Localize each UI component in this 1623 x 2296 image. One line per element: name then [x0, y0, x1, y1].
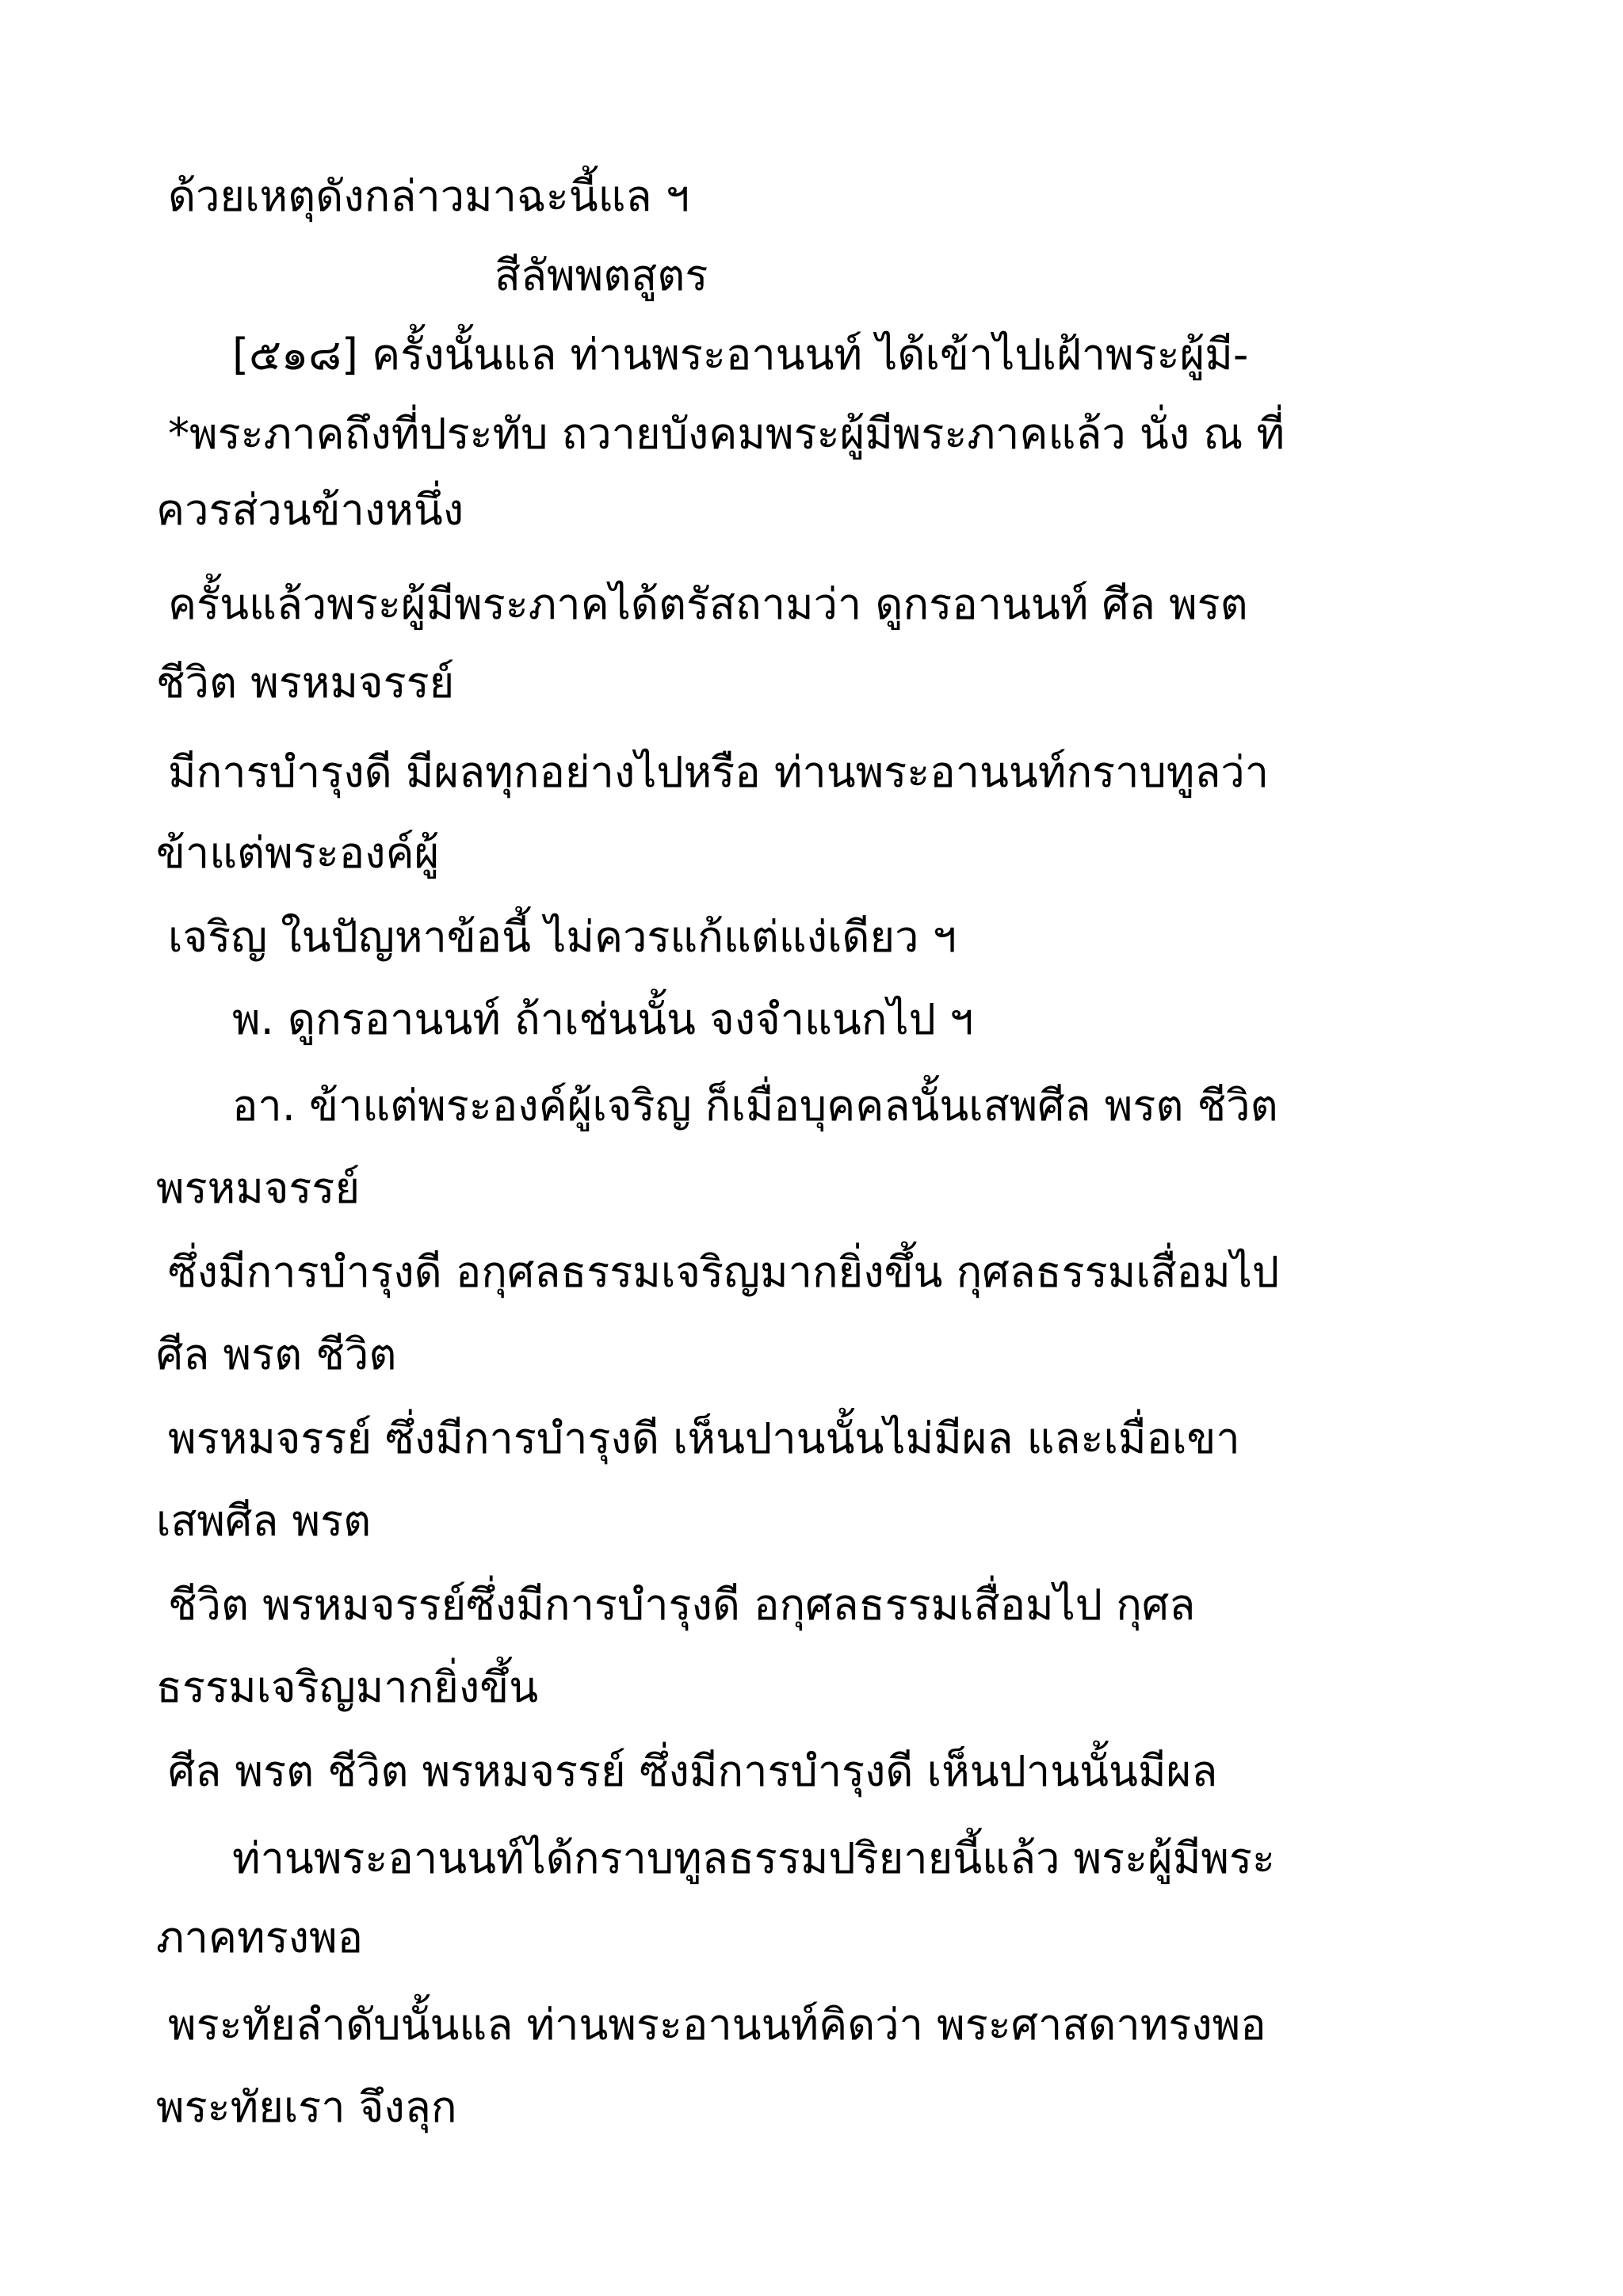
text-line: เจริญ ในปัญหาข้อนี้ ไม่ควรแก้แต่แง่เดียว ฯ	[168, 912, 957, 962]
text-line: พรหมจรรย์	[156, 1163, 361, 1213]
text-line: ข้าแต่พระองค์ผู้	[156, 828, 440, 878]
text-line: ชีวิต พรหมจรรย์ซึ่งมีการบำรุงดี อกุศลธรรมเสื่อมไป กุศล	[168, 1580, 1196, 1630]
text-line: ท่านพระอานนท์ได้กราบทูลธรรมปริยายนี้แล้ว พระผู้มีพระ	[232, 1833, 1276, 1883]
text-line: ครั้นแล้วพระผู้มีพระภาคได้ตรัสถามว่า ดูกรอานนท์ ศีล พรต	[168, 579, 1248, 629]
text-line: พระทัยเรา จึงลุก	[156, 2082, 457, 2132]
text-line: ด้วยเหตุดังกล่าวมาฉะนี้แล ฯ	[168, 171, 690, 221]
text-line: พรหมจรรย์ ซึ่งมีการบำรุงดี เห็นปานนั้นไม่มีผล และเมื่อเขา	[168, 1413, 1240, 1463]
text-line: พ. ดูกรอานนท์ ถ้าเช่นนั้น จงจำแนกไป ฯ	[232, 994, 974, 1044]
text-line: มีการบำรุงดี มีผลทุกอย่างไปหรือ ท่านพระอานนท์กราบทูลว่า	[168, 747, 1270, 797]
text-line: *พระภาคถึงที่ประทับ ถวายบังคมพระผู้มีพระภาคแล้ว นั่ง ณ ที่	[168, 409, 1285, 459]
text-line: เสพศีล พรต	[156, 1496, 372, 1546]
text-line: ศีล พรต ชีวิต พรหมจรรย์ ซึ่งมีการบำรุงดี เห็นปานนั้นมีผล	[168, 1746, 1218, 1796]
text-line: ซึ่งมีการบำรุงดี อกุศลธรรมเจริญมากยิ่งขึ้น กุศลธรรมเสื่อมไป	[168, 1247, 1280, 1297]
text-line: ชีวิต พรหมจรรย์	[156, 658, 455, 707]
text-line: ธรรมเจริญมากยิ่งขึ้น	[156, 1662, 539, 1712]
text-line: [๕๑๘] ครั้งนั้นแล ท่านพระอานนท์ ได้เข้าไปเฝ้าพระผู้มี-	[232, 330, 1249, 379]
text-line: ภาคทรงพอ	[156, 1913, 364, 1962]
text-line: ศีล พรต ชีวิต	[156, 1329, 397, 1379]
text-line: ควรส่วนข้างหนึ่ง	[156, 485, 464, 535]
text-line: อา. ข้าแต่พระองค์ผู้เจริญ ก็เมื่อบุคคลนั้นเสพศีล พรต ชีวิต	[232, 1081, 1278, 1131]
section-title: สีลัพพตสูตร	[495, 250, 708, 300]
text-line: พระทัยลำดับนั้นแล ท่านพระอานนท์คิดว่า พระศาสดาทรงพอ	[168, 2000, 1266, 2050]
